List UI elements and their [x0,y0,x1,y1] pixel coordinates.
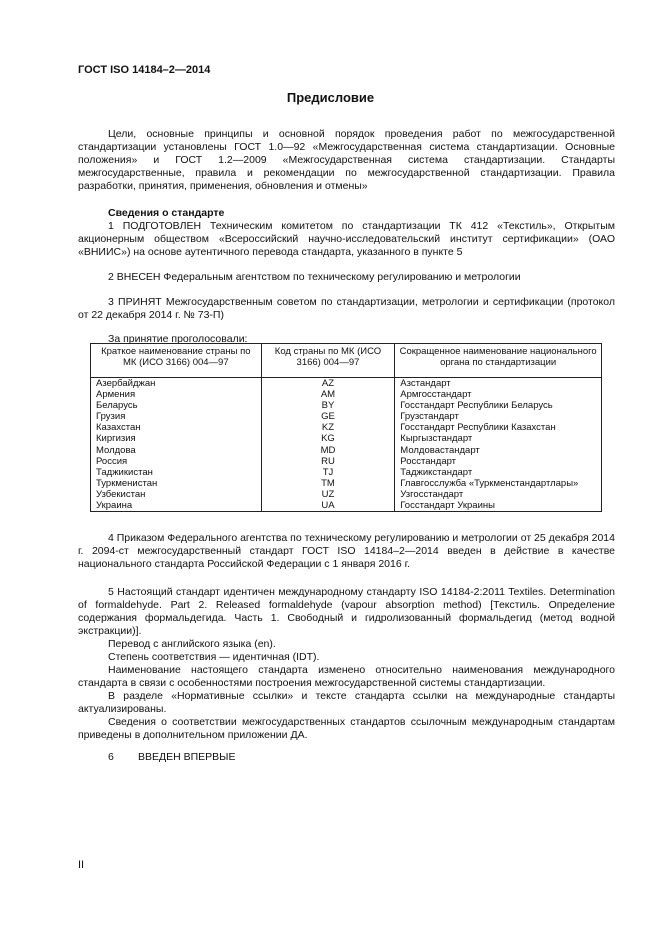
country-code: BY [261,400,395,411]
item-2: 2 ВНЕСЕН Федеральным агентством по техническому регулированию и метрологии [108,271,521,283]
table-row [91,478,602,489]
table-row [91,400,602,411]
table-row [91,422,602,433]
voting-table [90,343,602,512]
header-country-code: Код страны по МК (ИСО 3166) 004—97 [261,344,395,378]
country-code: KG [261,433,395,444]
standards-body: Госстандарт Украины [395,500,602,512]
standards-body: Кыргызстандарт [395,433,602,444]
country-code: GE [261,411,395,422]
standard-header: ГОСТ ISO 14184–2—2014 [78,64,211,76]
standards-body: Азстандарт [395,378,602,390]
item-5-language: Перевод с английского языка (en). [108,638,276,650]
country-name: Азербайджан [91,378,262,390]
item-3: 3 ПРИНЯТ Межгосударственным советом по стандартизации, метрологии и сертификации (протокол от 22 декабря 2014 г. № 73-П) [78,296,615,321]
table-row [91,456,602,467]
table-row [91,445,602,456]
standards-body: Таджикстандарт [395,467,602,478]
item-6-text: ВВЕДЕН ВПЕРВЫЕ [138,751,236,763]
intro-paragraph-block [78,128,615,193]
country-name: Украина [91,500,262,512]
item-5-degree: Степень соответствия — идентичная (IDT). [108,651,320,663]
header-standards-body: Сокращенное наименование национального органа по стандартизации [395,344,602,378]
item-5-correspondence: Сведения о соответствии межгосударственных стандартов ссылочным международным стандартам приведены в дополнительном приложении ДА. [78,716,615,741]
item-1: 1 ПОДГОТОВЛЕН Техническим комитетом по стандартизации ТК 412 «Текстиль», Открытым акционерным обществом «Всероссийский научно-исследовательский институт сертификации» (ОАО «ВНИИС») на основе аутентичного перевода стандарта, указанного в пункте 5 [78,220,615,258]
standards-body: Главгосслужба «Туркменстандартлары» [395,478,602,489]
item-6-number: 6 [108,751,114,763]
table-row [91,411,602,422]
country-code: TM [261,478,395,489]
country-name: Таджикистан [91,467,262,478]
country-code: RU [261,456,395,467]
item-5-name-change: Наименование настоящего стандарта изменено относительно наименования международного стандарта в связи с особенностями построения межгосударственной системы стандартизации. [78,664,615,689]
standards-body: Молдовастандарт [395,445,602,456]
item-6 [108,751,235,763]
table-row [91,489,602,500]
page-number: II [78,859,85,871]
table-row [91,433,602,444]
item-5: 5 Настоящий стандарт идентичен международному стандарту ISO 14184-2:2011 Textiles. Determination of formaldehyde. Part 2. Released formaldehyde (vapour absorption method) [Текстиль. Определение содержания формальдегида. Часть 1. Свободный и гидролизованный формальдегид (метод водной экстракции)]. [78,586,615,637]
vote-caption: За принятие проголосовали: [108,333,248,345]
table-row [91,467,602,478]
country-code: TJ [261,467,395,478]
info-section [78,207,615,259]
standards-body: Росстандарт [395,456,602,467]
table-row [91,378,602,390]
standards-body: Госстандарт Республики Казахстан [395,422,602,433]
item-5-block [78,586,615,742]
country-code: MD [261,445,395,456]
item-4-block [78,532,615,571]
country-name: Узбекистан [91,489,262,500]
country-code: UA [261,500,395,512]
country-name: Грузия [91,411,262,422]
country-name: Армения [91,389,262,400]
country-code: AZ [261,378,395,390]
country-name: Беларусь [91,400,262,411]
header-country-name: Краткое наименование страны по МК (ИСО 3166) 004—97 [91,344,262,378]
info-heading: Сведения о стандарте [108,207,225,219]
page-title: Предисловие [286,90,375,105]
item-5-references: В разделе «Нормативные ссылки» и тексте стандарта ссылки на международные стандарты актуализированы. [78,690,615,715]
country-name: Киргизия [91,433,262,444]
item-3-block [78,296,615,322]
intro-paragraph: Цели, основные принципы и основной порядок проведения работ по межгосударственной стандартизации установлены ГОСТ 1.0—92 «Межгосударственная система стандартизации. Основные положения» и ГОСТ 1.2—2009 «Межгосударственная система стандартизации. Стандарты межгосударственные, правила и рекомендации по межгосударственной стандартизации. Правила разработки, принятия, применения, обновления и отмены» [78,128,615,192]
table-row [91,500,602,512]
country-code: KZ [261,422,395,433]
table-header-row [91,344,602,378]
standards-body: Госстандарт Республики Беларусь [395,400,602,411]
country-name: Казахстан [91,422,262,433]
country-code: AM [261,389,395,400]
item-2-block [78,271,615,284]
country-name: Россия [91,456,262,467]
country-name: Молдова [91,445,262,456]
standards-body: Узгосстандарт [395,489,602,500]
table-row [91,389,602,400]
standards-body: Армгосстандарт [395,389,602,400]
country-name: Туркменистан [91,478,262,489]
country-code: UZ [261,489,395,500]
item-4: 4 Приказом Федерального агентства по техническому регулированию и метрологии от 25 декабря 2014 г. 2094-ст межгосударственный стандарт ГОСТ ISO 14184–2—2014 введен в действие в качестве национального стандарта Российской Федерации с 1 января 2016 г. [78,532,615,570]
standards-body: Грузстандарт [395,411,602,422]
